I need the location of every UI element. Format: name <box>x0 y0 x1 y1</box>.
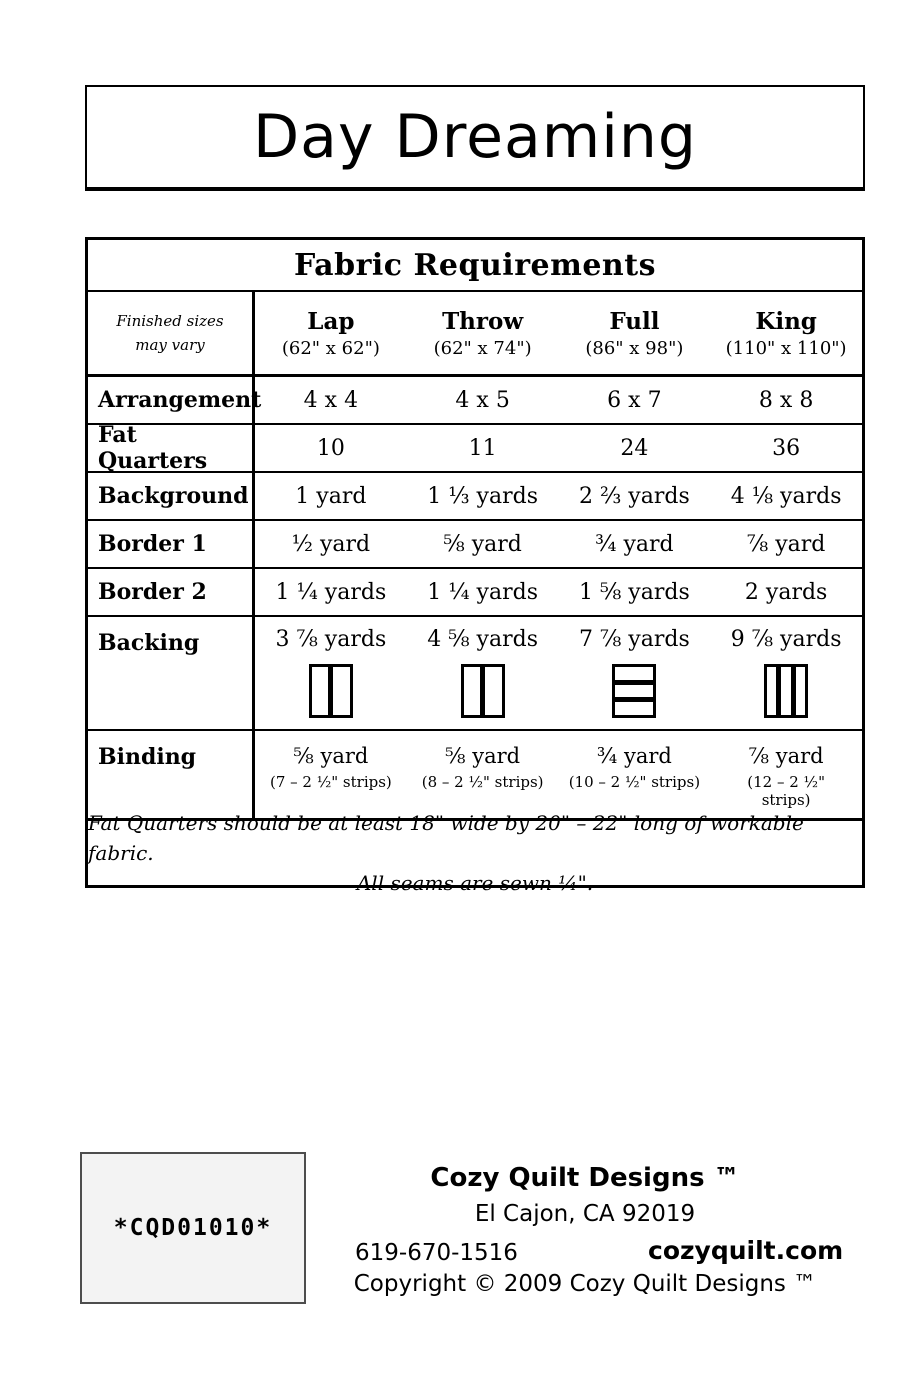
binding-strips: (8 – 2 ½" strips) <box>421 773 544 791</box>
table-cell: ¾ yard <box>595 531 674 557</box>
column-name: Lap <box>307 307 355 335</box>
column-size: (62" x 62") <box>281 337 380 359</box>
backing-cell <box>559 617 711 729</box>
row-cells <box>255 425 862 471</box>
table-title: Fabric Requirements <box>294 247 656 283</box>
row-cells <box>255 377 862 423</box>
column-headers <box>255 292 862 374</box>
column-size: (86" x 98") <box>585 337 684 359</box>
table-row-border-2 <box>88 569 862 617</box>
row-label: Border 1 <box>88 521 255 567</box>
column-name: Throw <box>442 307 524 335</box>
row-label: Backing <box>88 617 255 729</box>
table-row-arrangement <box>88 377 862 425</box>
column-name: King <box>755 307 817 335</box>
row-label: Binding <box>88 731 255 818</box>
table-cell: 4 x 4 <box>303 387 359 413</box>
backing-yardage: 3 ⅞ yards <box>275 627 387 652</box>
company-address: El Cajon, CA 92019 <box>474 1201 696 1227</box>
backing-seam-diagram <box>764 664 808 718</box>
table-cell: 2 ⅔ yards <box>579 483 690 509</box>
company-website: cozyquilt.com <box>648 1236 844 1265</box>
footnote-line-1: Fat Quarters should be at least 18" wide by 20" – 22" long of workable fabric. <box>88 811 804 865</box>
table-row-backing <box>88 617 862 731</box>
corner-note: Finished sizes may vary <box>88 292 255 374</box>
row-cells <box>255 473 862 519</box>
backing-cell <box>255 617 407 729</box>
column-header-lap <box>255 292 407 374</box>
column-size: (62" x 74") <box>433 337 532 359</box>
table-row-background <box>88 473 862 521</box>
row-cells <box>255 569 862 615</box>
backing-seam-diagram <box>612 664 656 718</box>
row-label: Border 2 <box>88 569 255 615</box>
table-cell: ⅝ yard <box>443 531 522 557</box>
table-cell: ½ yard <box>291 531 371 557</box>
row-label: Arrangement <box>88 377 255 423</box>
binding-strips: (7 – 2 ½" strips) <box>269 773 392 791</box>
table-cell: 1 ¼ yards <box>275 579 387 605</box>
table-cell: 24 <box>620 435 649 461</box>
backing-seam-diagram <box>461 664 505 718</box>
row-cells <box>255 521 862 567</box>
column-header-full <box>559 292 711 374</box>
table-cell: 1 ¼ yards <box>427 579 538 605</box>
backing-yardage: 9 ⅞ yards <box>730 627 842 652</box>
table-cell: 1 yard <box>295 483 367 509</box>
table-cell: 10 <box>316 435 345 461</box>
company-phone: 619-670-1516 <box>355 1240 518 1266</box>
binding-yardage: ⅞ yard <box>748 744 824 768</box>
page-title: Day Dreaming <box>252 102 697 172</box>
table-row-fat-quarters <box>88 422 862 474</box>
column-header-row <box>88 292 862 377</box>
backing-cell <box>407 617 559 729</box>
table-cell: 2 yards <box>744 579 828 605</box>
backing-cell <box>710 617 862 729</box>
fabric-requirements-table <box>85 237 865 895</box>
column-header-king <box>710 292 862 374</box>
table-header-row <box>88 240 862 292</box>
row-cells <box>255 731 862 818</box>
company-name: Cozy Quilt Designs ™ <box>430 1163 740 1193</box>
table-cell: ⅞ yard <box>746 531 826 557</box>
footnote-line-2: All seams are sewn ¼". <box>356 871 594 895</box>
binding-cell <box>559 731 711 818</box>
copyright-line: Copyright © 2009 Cozy Quilt Designs ™ <box>353 1271 817 1297</box>
backing-seam-diagram <box>309 664 353 718</box>
binding-cell <box>255 731 407 818</box>
sku-barcode-box <box>80 1152 306 1304</box>
table-row-border-1 <box>88 521 862 569</box>
title-banner <box>85 85 865 191</box>
table-cell: 4 ⅛ yards <box>730 483 842 509</box>
table-cell: 11 <box>468 435 497 461</box>
column-header-throw <box>407 292 559 374</box>
binding-strips: (12 – 2 ½" strips) <box>747 773 825 809</box>
table-cell: 6 x 7 <box>607 387 662 413</box>
table-cell: 1 ⅓ yards <box>427 483 538 509</box>
binding-yardage: ⅝ yard <box>293 744 369 768</box>
table-cell: 1 ⅝ yards <box>579 579 690 605</box>
table-cell: 4 x 5 <box>455 387 510 413</box>
backing-yardage: 4 ⅝ yards <box>427 627 538 652</box>
binding-strips: (10 – 2 ½" strips) <box>568 773 701 791</box>
column-name: Full <box>609 307 660 335</box>
backing-yardage: 7 ⅞ yards <box>579 627 690 652</box>
row-label: Background <box>88 473 255 519</box>
binding-cell <box>710 731 862 818</box>
sku-code: *CQD01010* <box>113 1215 273 1241</box>
binding-yardage: ⅝ yard <box>445 744 521 768</box>
binding-cell <box>407 731 559 818</box>
row-label: Fat Quarters <box>88 425 255 471</box>
binding-yardage: ¾ yard <box>596 744 672 768</box>
row-cells <box>255 617 862 729</box>
table-footnote <box>88 811 862 895</box>
table-cell: 36 <box>772 435 801 461</box>
table-cell: 8 x 8 <box>758 387 814 413</box>
column-size: (110" x 110") <box>725 337 847 359</box>
